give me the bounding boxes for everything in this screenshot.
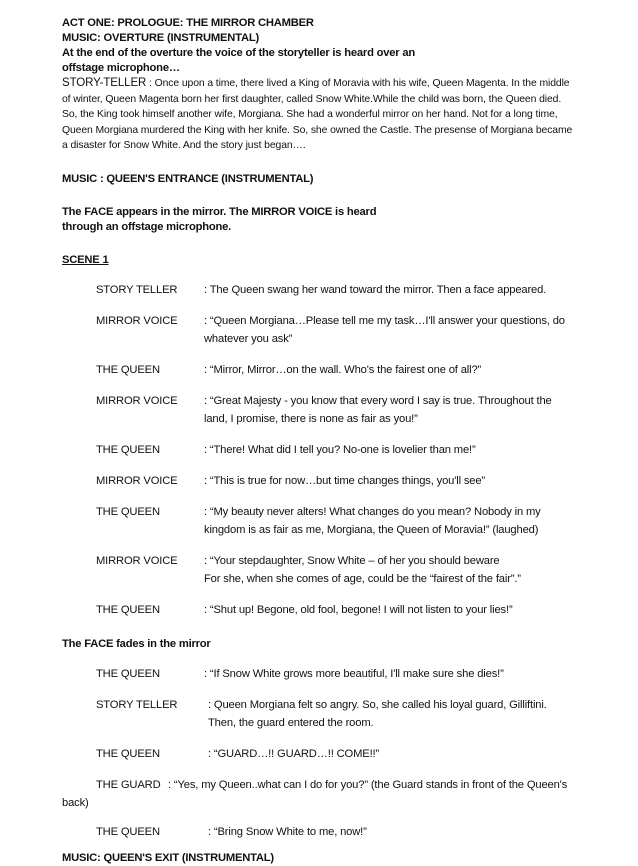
dialogue-text: : “Yes, my Queen..what can I do for you?” (the Guard stands in front of the Queen's back) <box>62 778 568 809</box>
dialogue-text: : “Bring Snow White to me, now!” <box>208 825 367 838</box>
face-direction-line-2: through an offstage microphone. <box>62 220 232 233</box>
dialogue-line <box>62 745 576 763</box>
dialogue-text: : “There! What did I tell you? No-one is lovelier than me!” <box>204 443 476 456</box>
guard-dialogue-line <box>0 776 576 812</box>
dialogue-block-b <box>62 665 576 763</box>
dialogue-text: : Queen Morgiana felt so angry. So, she called his loyal guard, Gilliftini. Then, the guard entered the room. <box>208 698 547 729</box>
dialogue-text: : The Queen swang her wand toward the mirror. Then a face appeared. <box>204 283 547 296</box>
dialogue-block-a <box>62 281 576 619</box>
dialogue-text: : “Shut up! Begone, old fool, begone! I will not listen to your lies!” <box>204 603 513 616</box>
dialogue-line <box>62 823 576 841</box>
speaker-name: STORY TELLER <box>96 283 178 296</box>
prologue-speaker: STORY-TELLER <box>62 77 147 89</box>
speaker-name: THE QUEEN <box>96 825 160 838</box>
speaker-name: THE QUEEN <box>96 667 160 680</box>
dialogue-line <box>62 361 576 379</box>
dialogue-line <box>62 472 576 490</box>
speaker-name: THE QUEEN <box>96 603 160 616</box>
prologue-text: : Once upon a time, there lived a King of Moravia with his wife, Queen Magenta. In the middle of winter, Queen Magenta born her first daughter, called Snow White.While the child was born, the Queen died. So, the King took himself another wife, Morgiana. She had a wonderful mirror on her hand. Not for a long time, Queen Morgiana murdered the King with her knife. So, she owned the Castle. The presense of Morgiana became a disaster for Snow White. And the story just began…. <box>62 78 573 151</box>
dialogue-text: : “My beauty never alters! What changes do you mean? Nobody in my kingdom is as fair as me, Morgiana, the Queen of Moravia!” (laughed) <box>204 505 541 536</box>
dialogue-line <box>62 312 576 348</box>
dialogue-line <box>62 392 576 428</box>
dialogue-line <box>62 696 576 732</box>
dialogue-text: : “Mirror, Mirror…on the wall. Who's the fairest one of all?” <box>204 363 482 376</box>
dialogue-line <box>62 441 576 459</box>
dialogue-line <box>62 552 576 588</box>
music-queen-entrance: MUSIC : QUEEN'S ENTRANCE (INSTRUMENTAL) <box>62 172 314 185</box>
face-direction-line-1: The FACE appears in the mirror. The MIRROR VOICE is heard <box>62 205 377 218</box>
prologue-paragraph <box>62 76 576 154</box>
dialogue-text: : “Queen Morgiana…Please tell me my task…I'll answer your questions, do whatever you ask” <box>204 314 565 345</box>
speaker-name: THE GUARD <box>96 778 161 791</box>
dialogue-line <box>62 665 576 683</box>
dialogue-line <box>62 503 576 539</box>
stage-direction-line-2: offstage microphone… <box>62 62 180 74</box>
dialogue-line <box>62 281 576 299</box>
dialogue-line <box>62 601 576 619</box>
dialogue-text: : “If Snow White grows more beautiful, I'll make sure she dies!” <box>204 667 504 680</box>
face-fades-direction: The FACE fades in the mirror <box>62 637 211 650</box>
speaker-name: MIRROR VOICE <box>96 554 178 567</box>
speaker-name: THE QUEEN <box>96 747 160 760</box>
music-overture: MUSIC: OVERTURE (INSTRUMENTAL) <box>62 32 260 44</box>
speaker-name: MIRROR VOICE <box>96 474 178 487</box>
dialogue-text <box>204 552 576 588</box>
dialogue-text: : “GUARD…!! GUARD…!! COME!!” <box>208 747 380 760</box>
speaker-name: STORY TELLER <box>96 698 178 711</box>
dialogue-text-part-2: For she, when she comes of age, could be the “fairest of the fair”.” <box>204 572 521 585</box>
dialogue-text-part-1: : “Your stepdaughter, Snow White – of her you should beware <box>204 554 500 567</box>
speaker-name: MIRROR VOICE <box>96 394 178 407</box>
dialogue-text: : “This is true for now…but time changes things, you'll see” <box>204 474 486 487</box>
act-heading: ACT ONE: PROLOGUE: THE MIRROR CHAMBER <box>62 17 314 29</box>
speaker-name: THE QUEEN <box>96 505 160 518</box>
speaker-name: THE QUEEN <box>96 443 160 456</box>
scene-heading: SCENE 1 <box>62 253 109 266</box>
dialogue-text: : “Great Majesty - you know that every word I say is true. Throughout the land, I promise, there is none as fair as you!” <box>204 394 552 425</box>
music-queen-exit: MUSIC: QUEEN'S EXIT (INSTRUMENTAL) <box>62 851 274 864</box>
stage-direction-line-1: At the end of the overture the voice of the storyteller is heard over an <box>62 47 416 59</box>
speaker-name: MIRROR VOICE <box>96 314 178 327</box>
speaker-name: THE QUEEN <box>96 363 160 376</box>
